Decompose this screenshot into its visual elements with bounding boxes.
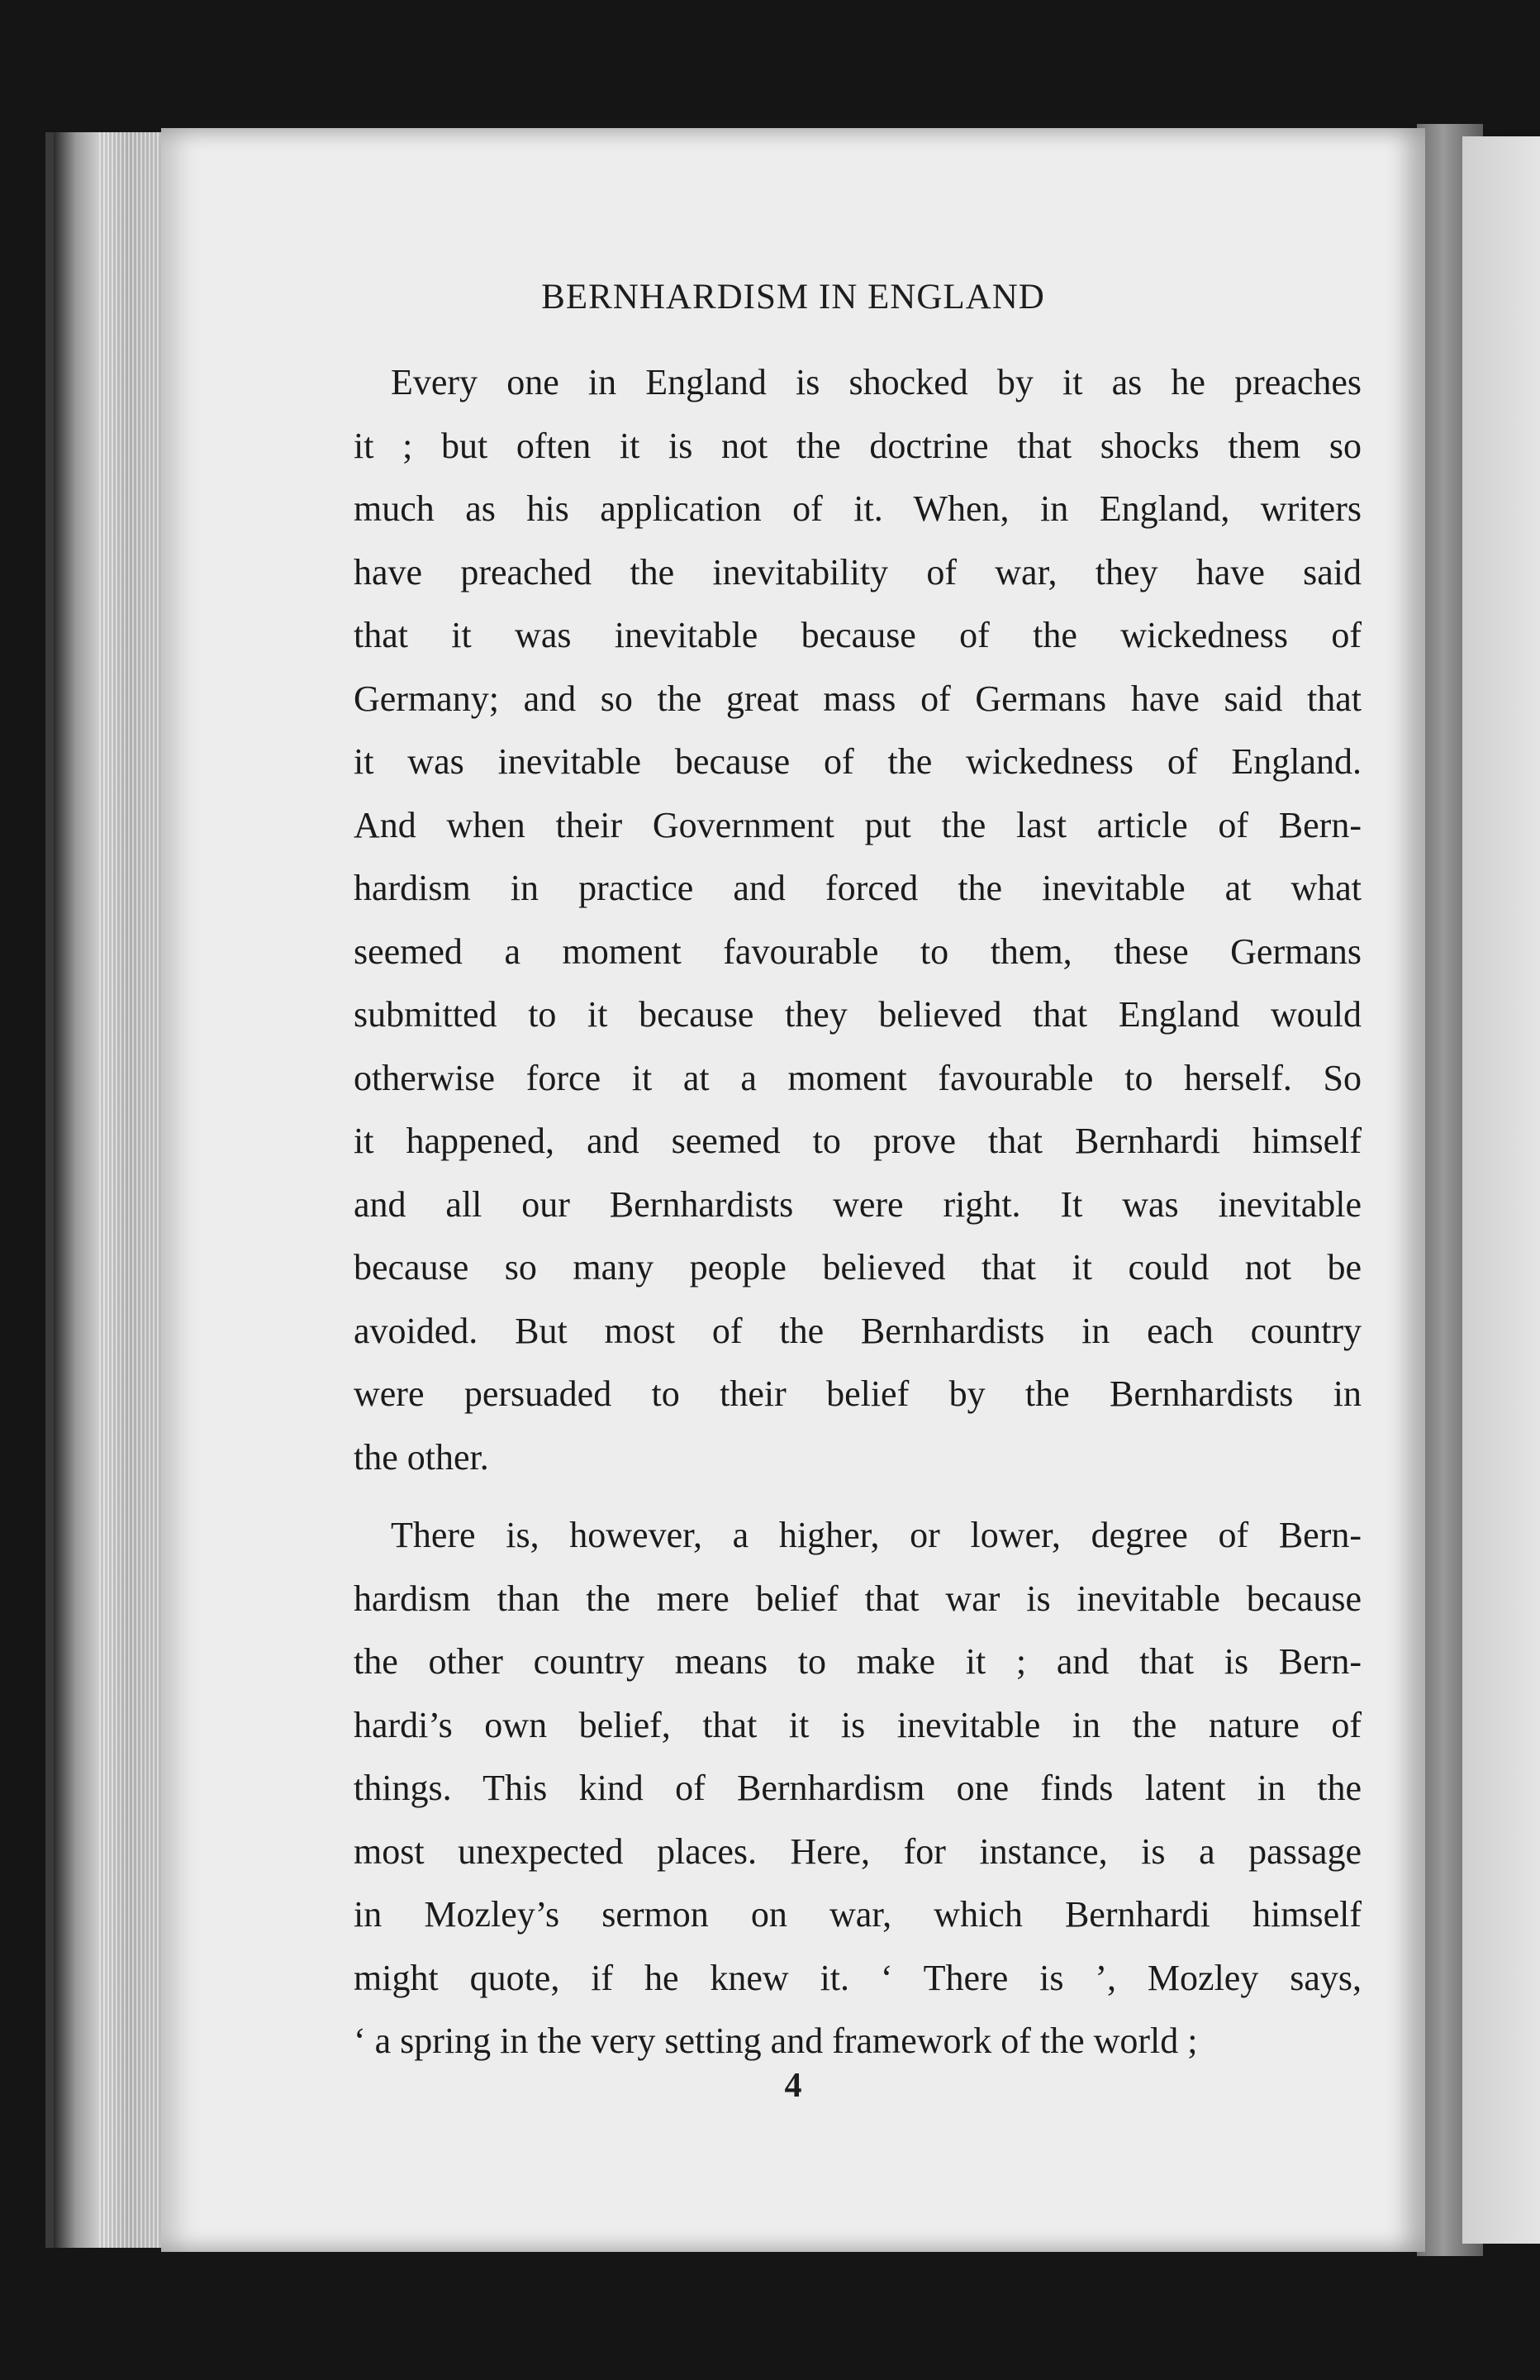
- text-line: seemed a moment favourable to them, these Germans: [354, 931, 1362, 972]
- paragraph-1: [354, 351, 1362, 1489]
- text-line: submitted to it because they believed that England would: [354, 994, 1362, 1035]
- text-line: the other country means to make it ; and that is Bern-: [354, 1641, 1362, 1682]
- text-line: were persuaded to their belief by the Bernhardists in: [354, 1373, 1362, 1414]
- adjacent-page: [1462, 136, 1540, 2244]
- text-line: things. This kind of Bernhardism one finds latent in the: [354, 1768, 1362, 1808]
- paragraph-2: [354, 1504, 1362, 2073]
- text-line: otherwise force it at a moment favourable to herself. So: [354, 1057, 1362, 1098]
- text-line: it ; but often it is not the doctrine that shocks them so: [354, 425, 1362, 466]
- text-line: in Mozley’s sermon on war, which Bernhardi himself: [354, 1894, 1362, 1935]
- text-line: might quote, if he knew it. ‘ There is ’, Mozley says,: [354, 1957, 1362, 1998]
- text-line: avoided. But most of the Bernhardists in each country: [354, 1310, 1362, 1351]
- text-line: Germany; and so the great mass of Germans have said that: [354, 678, 1362, 719]
- text-line: hardism in practice and forced the inevitable at what: [354, 868, 1362, 908]
- text-line: it was inevitable because of the wickedness of England.: [354, 741, 1362, 782]
- text-line: most unexpected places. Here, for instance, is a passage: [354, 1830, 1362, 1872]
- page-number: 4: [784, 2067, 802, 2105]
- running-head: BERNHARDISM IN ENGLAND: [541, 278, 1045, 317]
- text-line: it happened, and seemed to prove that Bernhardi himself: [354, 1121, 1362, 1161]
- text-line: hardi’s own belief, that it is inevitable in the nature of: [354, 1704, 1362, 1745]
- text-line: And when their Government put the last article of Bern-: [354, 804, 1362, 845]
- text-line: because so many people believed that it could not be: [354, 1247, 1362, 1288]
- text-line: the other.: [354, 1436, 489, 1478]
- text-line: hardism than the mere belief that war is inevitable because: [354, 1578, 1362, 1619]
- text-line: that it was inevitable because of the wickedness of: [354, 615, 1362, 655]
- text-line: much as his application of it. When, in England, writers: [354, 488, 1362, 529]
- text-line: and all our Bernhardists were right. It was inevitable: [354, 1183, 1362, 1225]
- text-line: have preached the inevitability of war, they have said: [354, 551, 1362, 593]
- text-line: Every one in England is shocked by it as he preaches: [391, 362, 1362, 402]
- text-line: ‘ a spring in the very setting and framework of the world ;: [354, 2021, 1198, 2061]
- text-line: There is, however, a higher, or lower, degree of Bern-: [391, 1515, 1362, 1555]
